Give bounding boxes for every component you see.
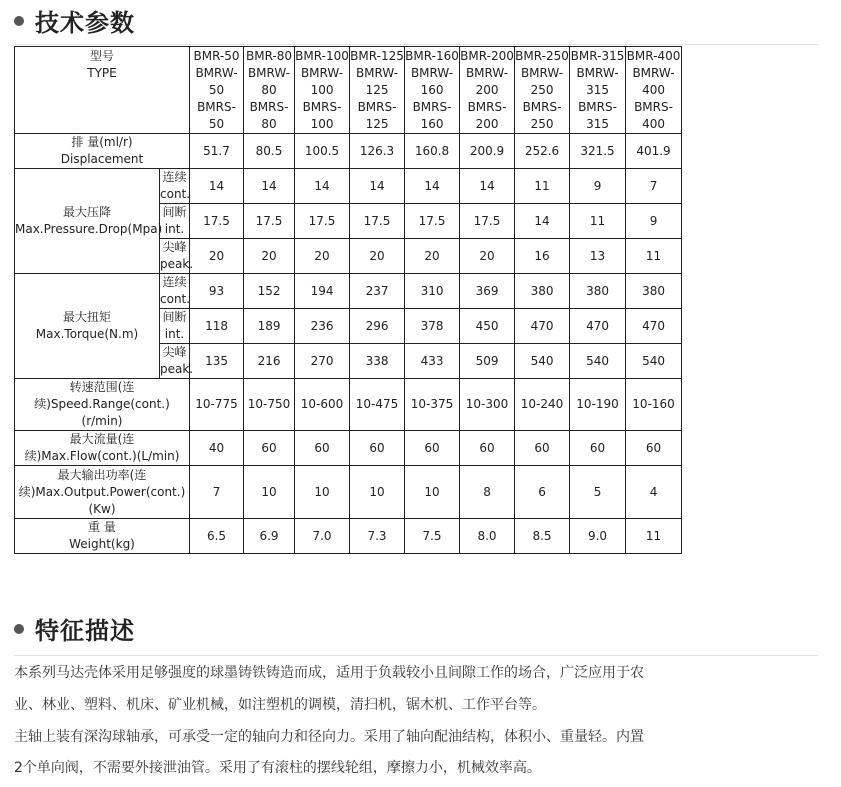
table-cell: 14	[460, 169, 515, 204]
table-cell: 60	[570, 431, 626, 466]
table-cell: 4	[626, 466, 682, 519]
table-cell: 189	[244, 309, 295, 344]
model-name-line: BMRS-	[467, 100, 507, 114]
row-label: 最大压降	[62, 205, 111, 219]
table-cell: 194	[295, 274, 350, 309]
table-cell: 509	[460, 344, 515, 379]
model-name-line: BMRW-	[355, 66, 399, 80]
table-cell: 60	[295, 431, 350, 466]
table-cell: 60	[460, 431, 515, 466]
row-label: 续)Max.Flow(cont.)(L/min)	[24, 449, 180, 463]
row-label: Max.Torque(N.m)	[35, 327, 139, 341]
model-name-line: BMRW-	[300, 66, 344, 80]
table-cell: 60	[626, 431, 682, 466]
table-row	[15, 466, 682, 519]
model-name-line: BMRS-	[522, 100, 562, 114]
model-name-line: BMRS-	[249, 100, 289, 114]
model-header-cell	[350, 47, 405, 134]
sub-label: 连续	[162, 170, 187, 184]
table-cell: 540	[570, 344, 626, 379]
table-cell: 378	[405, 309, 460, 344]
table-cell: 470	[570, 309, 626, 344]
table-cell: 20	[350, 239, 405, 274]
table-cell: 20	[460, 239, 515, 274]
model-name-line: 250	[530, 83, 554, 97]
model-name-line: BMRS-50	[197, 100, 236, 131]
table-cell: 6.5	[190, 519, 244, 554]
table-cell: 93	[190, 274, 244, 309]
model-header-cell	[515, 47, 570, 134]
table-cell: 7	[626, 169, 682, 204]
row-label: 续)Max.Output.Power(cont.)	[18, 484, 186, 499]
sub-label-cell	[160, 204, 190, 239]
row-label: 最大扭矩	[62, 310, 111, 324]
model-name-line: BMRW-	[247, 66, 291, 80]
section-title: 特征描述	[35, 617, 135, 645]
row-label-cell	[15, 134, 190, 169]
table-row	[15, 379, 682, 431]
table-cell: 14	[515, 204, 570, 239]
table-cell: 60	[515, 431, 570, 466]
table-cell: 7.5	[405, 519, 460, 554]
table-cell: 152	[244, 274, 295, 309]
model-name-line: 200	[475, 117, 499, 131]
table-cell: 126.3	[350, 134, 405, 169]
model-name-line: 400	[642, 117, 665, 131]
sub-label: int.	[164, 222, 185, 236]
table-cell: 270	[295, 344, 350, 379]
sub-label: cont.	[160, 292, 191, 306]
type-label-cell	[15, 47, 190, 134]
model-name-line: BMRS-	[634, 100, 673, 114]
table-cell: 10-600	[295, 379, 350, 431]
sub-label: 连续	[162, 275, 187, 289]
model-name-line: BMRS-	[412, 100, 452, 114]
table-cell: 470	[626, 309, 682, 344]
type-label: 型号	[90, 49, 115, 63]
table-cell: 160.8	[405, 134, 460, 169]
model-name-line: 400	[642, 83, 665, 97]
model-name-line: BMR-315	[570, 49, 625, 63]
model-name-line: 80	[261, 117, 277, 131]
row-label: 最大输出功率(连	[57, 467, 147, 482]
model-name-line: BMR-400	[626, 49, 681, 63]
table-cell: 9.0	[570, 519, 626, 554]
model-header-cell	[405, 47, 460, 134]
table-cell: 14	[405, 169, 460, 204]
table-cell: 14	[244, 169, 295, 204]
model-name-line: BMR-50	[193, 49, 240, 63]
table-cell: 11	[570, 204, 626, 239]
table-cell: 470	[515, 309, 570, 344]
description-line: 业、林业、塑料、机床、矿业机械，如注塑机的调模，清扫机，锯木机、工作平台等。	[14, 697, 546, 713]
table-cell: 20	[295, 239, 350, 274]
table-cell: 380	[570, 274, 626, 309]
row-label: Displacement	[60, 152, 144, 166]
model-header-cell	[570, 47, 626, 134]
sub-label: peak.	[160, 257, 194, 271]
divider	[14, 655, 818, 656]
model-name-line: BMR-125	[350, 49, 404, 63]
section-heading-features	[14, 611, 135, 646]
model-name-line: BMRW-	[576, 66, 619, 80]
sub-label: 尖峰	[162, 240, 187, 254]
table-cell: 100.5	[295, 134, 350, 169]
table-cell: 17.5	[350, 204, 405, 239]
model-name-line: 100	[310, 117, 334, 131]
divider	[14, 44, 818, 45]
table-cell: 10-475	[350, 379, 405, 431]
model-name-line: 125	[365, 117, 389, 131]
table-row	[15, 431, 682, 466]
section-title: 技术参数	[35, 9, 135, 37]
table-cell: 310	[405, 274, 460, 309]
table-cell: 338	[350, 344, 405, 379]
table-cell: 9	[626, 204, 682, 239]
table-cell: 321.5	[570, 134, 626, 169]
description-line: 主轴上装有深沟球轴承，可承受一定的轴向力和径向力。采用了轴向配油结构，体积小、重量轻。内置	[14, 729, 644, 745]
model-name-line: 315	[586, 117, 609, 131]
table-cell: 20	[405, 239, 460, 274]
model-name-line: 100	[310, 83, 334, 97]
sub-label-cell	[160, 344, 194, 379]
table-cell: 236	[295, 309, 350, 344]
table-cell: 10-300	[460, 379, 515, 431]
model-header-cell	[295, 47, 350, 134]
row-label: 最大流量(连	[69, 432, 135, 446]
model-name-line: 250	[530, 117, 554, 131]
row-label: 排 量(ml/r)	[71, 135, 133, 149]
table-cell: 10-160	[626, 379, 682, 431]
table-cell: 10-190	[570, 379, 626, 431]
table-cell: 252.6	[515, 134, 570, 169]
model-name-line: 50	[208, 83, 225, 97]
table-cell: 17.5	[295, 204, 350, 239]
table-cell: 10	[405, 466, 460, 519]
row-label: 转速范围(连	[69, 380, 135, 394]
model-name-line: BMRW-	[195, 66, 238, 80]
table-row	[15, 519, 682, 554]
row-label: (Kw)	[88, 501, 116, 516]
table-cell: 51.7	[190, 134, 244, 169]
model-name-line: BMR-200	[460, 49, 514, 63]
table-cell: 10	[350, 466, 405, 519]
table-cell: 6	[515, 466, 570, 519]
table-cell: 450	[460, 309, 515, 344]
table-cell: 40	[190, 431, 244, 466]
section-heading-specs	[14, 3, 135, 38]
table-cell: 135	[190, 344, 244, 379]
table-cell: 17.5	[190, 204, 244, 239]
table-cell: 380	[515, 274, 570, 309]
table-cell: 60	[350, 431, 405, 466]
row-label-cell	[15, 466, 190, 519]
table-cell: 200.9	[460, 134, 515, 169]
row-label-cell	[15, 274, 160, 379]
table-cell: 216	[244, 344, 295, 379]
model-name-line: BMRW-	[632, 66, 675, 80]
sub-label: 间断	[162, 310, 187, 324]
table-cell: 60	[405, 431, 460, 466]
sub-label: peak.	[160, 362, 194, 376]
table-cell: 5	[570, 466, 626, 519]
model-name-line: 315	[586, 83, 609, 97]
sub-label-cell	[160, 169, 190, 204]
table-cell: 10	[295, 466, 350, 519]
row-label-cell	[15, 379, 190, 431]
table-cell: 540	[515, 344, 570, 379]
model-name-line: BMR-100	[295, 49, 349, 63]
table-cell: 20	[190, 239, 244, 274]
model-header-cell	[244, 47, 295, 134]
bullet-dot-icon	[14, 16, 24, 26]
table-cell: 8.5	[515, 519, 570, 554]
table-cell: 237	[350, 274, 405, 309]
table-cell: 401.9	[626, 134, 682, 169]
table-cell: 8	[460, 466, 515, 519]
table-cell: 369	[460, 274, 515, 309]
table-cell: 7.3	[350, 519, 405, 554]
description-line: 2个单向阀，不需要外接泄油管。采用了有滚柱的摆线轮组，摩擦力小，机械效率高。	[14, 760, 541, 776]
table-cell: 7	[190, 466, 244, 519]
sub-label: cont.	[160, 187, 191, 201]
model-name-line: BMRW-	[410, 66, 454, 80]
table-cell: 14	[190, 169, 244, 204]
description-line: 本系列马达壳体采用足够强度的球墨铸铁铸造而成，适用于负载较小且间隙工作的场合，广泛应用于农	[14, 665, 644, 681]
sub-label-cell	[160, 274, 190, 309]
table-cell: 13	[570, 239, 626, 274]
row-label: 重 量	[88, 520, 116, 534]
sub-label: 间断	[162, 205, 187, 219]
model-name-line: BMRS-	[302, 100, 342, 114]
table-cell: 10-775	[190, 379, 244, 431]
sub-label-cell	[160, 239, 194, 274]
model-name-line: BMRW-	[465, 66, 509, 80]
table-cell: 11	[515, 169, 570, 204]
table-cell: 7.0	[295, 519, 350, 554]
table-cell: 10-375	[405, 379, 460, 431]
sub-label-cell	[160, 309, 190, 344]
table-cell: 11	[626, 519, 682, 554]
table-cell: 11	[626, 239, 682, 274]
table-cell: 80.5	[244, 134, 295, 169]
model-name-line: BMR-80	[245, 49, 293, 63]
table-cell: 6.9	[244, 519, 295, 554]
table-row	[15, 274, 682, 309]
model-name-line: BMR-250	[515, 49, 569, 63]
table-cell: 14	[295, 169, 350, 204]
sub-label: int.	[164, 327, 185, 341]
row-label-cell	[15, 519, 190, 554]
row-label: Max.Pressure.Drop(Mpa)	[15, 222, 163, 236]
table-cell: 540	[626, 344, 682, 379]
model-name-line: 200	[475, 83, 499, 97]
table-cell: 380	[626, 274, 682, 309]
table-cell: 60	[244, 431, 295, 466]
row-label: 续)Speed.Range(cont.)(r/min)	[34, 397, 170, 428]
model-header-cell	[190, 47, 244, 134]
spec-table	[14, 46, 682, 554]
model-name-line: BMRW-	[520, 66, 564, 80]
row-label: Weight(kg)	[69, 537, 135, 551]
table-cell: 10-240	[515, 379, 570, 431]
table-header-row	[15, 47, 682, 134]
type-label: TYPE	[87, 66, 117, 80]
table-cell: 118	[190, 309, 244, 344]
model-name-line: BMRS-	[357, 100, 397, 114]
table-cell: 433	[405, 344, 460, 379]
table-row	[15, 169, 682, 204]
table-cell: 296	[350, 309, 405, 344]
table-cell: 20	[244, 239, 295, 274]
model-name-line: 80	[261, 83, 277, 97]
model-name-line: 125	[365, 83, 389, 97]
table-cell: 16	[515, 239, 570, 274]
model-name-line: BMR-160	[405, 49, 459, 63]
bullet-dot-icon	[14, 624, 24, 634]
sub-label: 尖峰	[162, 345, 187, 359]
model-name-line: 160	[420, 117, 444, 131]
model-header-cell	[460, 47, 515, 134]
model-header-cell	[626, 47, 682, 134]
row-label-cell	[15, 431, 190, 466]
row-label-cell	[15, 169, 163, 274]
table-cell: 17.5	[460, 204, 515, 239]
table-cell: 10-750	[244, 379, 295, 431]
table-row	[15, 134, 682, 169]
table-cell: 17.5	[244, 204, 295, 239]
model-name-line: BMRS-	[578, 100, 617, 114]
table-cell: 9	[570, 169, 626, 204]
table-cell: 14	[350, 169, 405, 204]
model-name-line: 160	[420, 83, 444, 97]
table-cell: 17.5	[405, 204, 460, 239]
table-cell: 10	[244, 466, 295, 519]
table-cell: 8.0	[460, 519, 515, 554]
